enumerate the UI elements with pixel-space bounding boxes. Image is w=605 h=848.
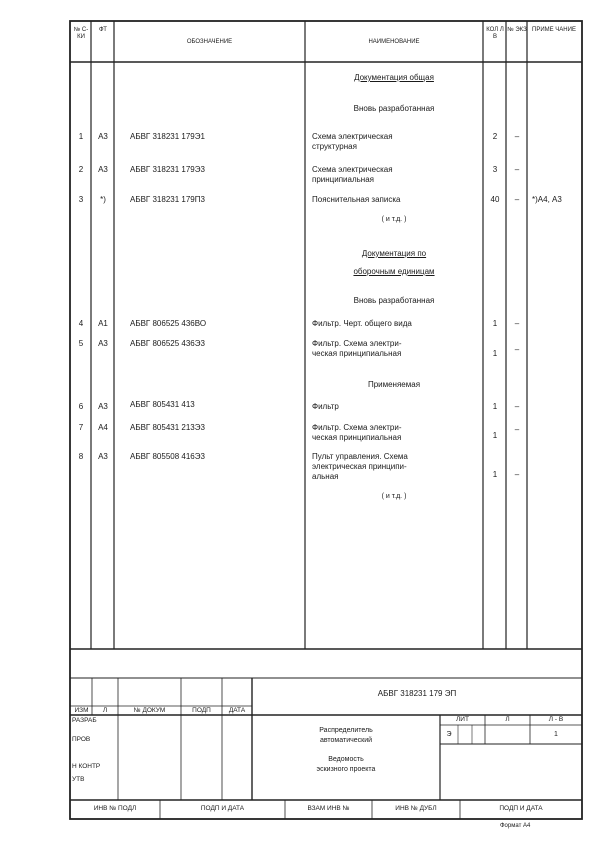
strip-inv-dubl: ИНВ № ДУБЛ [395, 805, 437, 812]
row-designation: АБВГ 806525 436Э3 [130, 339, 205, 348]
doc-code: АБВГ 318231 179 ЭП [377, 689, 457, 698]
stamp-role-appr: УТВ [72, 776, 85, 783]
row-designation: АБВГ 805431 213Э3 [130, 423, 205, 432]
etc-note: ( и т.д. ) [381, 216, 407, 223]
header-qty: КОЛ Л В [486, 27, 504, 40]
row-designation: АБВГ 318231 179П3 [130, 195, 205, 204]
row-designation: АБВГ 806525 436ВО [130, 319, 207, 328]
row-copy: – [514, 195, 520, 204]
format-label: Формат А4 [500, 823, 531, 829]
row-qty: 1 [492, 431, 498, 440]
stamp-role-dev: РАЗРАБ [72, 717, 97, 724]
row-format: *) [100, 195, 106, 204]
stamp-lists-value: 1 [554, 731, 558, 738]
row-format: А4 [98, 423, 108, 432]
stamp-lit-value: Э [446, 731, 452, 738]
etc-note: ( и т.д. ) [381, 493, 407, 500]
header-format: ФТ [99, 27, 107, 33]
row-name: структурная [312, 142, 357, 151]
row-pos: 1 [78, 132, 84, 141]
row-copy: – [514, 165, 520, 174]
header-note: ПРИМЕ ЧАНИЕ [532, 27, 576, 33]
section-heading: Документация общая [354, 73, 434, 82]
stamp-role-check: ПРОВ [72, 736, 91, 743]
stamp-col-sign: ПОДП [192, 707, 211, 714]
row-format: А3 [98, 402, 108, 411]
stamp-lists-label: Л - В [548, 716, 564, 723]
row-qty: 3 [492, 165, 498, 174]
row-copy: – [514, 470, 520, 479]
row-designation: АБВГ 805431 413 [130, 400, 195, 409]
row-pos: 8 [78, 452, 84, 461]
row-format: А1 [98, 319, 108, 328]
row-pos: 3 [78, 195, 84, 204]
section-heading: оборочным единицам [353, 267, 435, 276]
row-pos: 2 [78, 165, 84, 174]
header-pos: № С- КИ [73, 27, 89, 40]
doc-title: автоматический [319, 737, 373, 744]
stamp-role-nkontr: Н КОНТР [72, 763, 101, 770]
row-name: Фильтр. Схема электри- [312, 339, 402, 348]
row-note: *)А4, А3 [532, 195, 562, 204]
row-name: электрическая принципи- [312, 462, 407, 471]
row-qty: 2 [492, 132, 498, 141]
stamp-col-doc: № ДОКУМ [133, 707, 166, 714]
header-copy: № ЭКЗ [507, 27, 527, 33]
row-copy: – [514, 132, 520, 141]
strip-vzam-inv: ВЗАМ ИНВ № [307, 805, 350, 812]
row-name: принципиальная [312, 175, 375, 184]
header-name: НАИМЕНОВАНИЕ [368, 39, 420, 45]
row-name: Фильтр. Черт. общего вида [312, 319, 412, 328]
row-copy: – [514, 425, 520, 434]
row-format: А3 [98, 452, 108, 461]
doc-title: Распределитель [319, 727, 373, 734]
row-designation: АБВГ 318231 179Э3 [130, 165, 205, 174]
row-qty: 1 [492, 319, 498, 328]
row-pos: 5 [78, 339, 84, 348]
row-qty: 1 [492, 470, 498, 479]
row-name: Пульт управления. Схема [312, 452, 408, 461]
row-name: Фильтр [312, 402, 339, 411]
strip-sign-date: ПОДП И ДАТА [200, 805, 245, 812]
doc-title: Ведомость [328, 756, 364, 763]
row-copy: – [514, 319, 520, 328]
row-name: Пояснительная записка [312, 195, 401, 204]
row-copy: – [514, 345, 520, 354]
row-format: А3 [98, 339, 108, 348]
doc-title: эскизного проекта [316, 766, 376, 773]
row-name: Схема электрическая [312, 165, 393, 174]
stamp-col-date: ДАТА [228, 707, 246, 714]
row-name: Фильтр. Схема электри- [312, 423, 402, 432]
row-format: А3 [98, 132, 108, 141]
stamp-col-izm: ИЗМ [74, 707, 89, 714]
row-pos: 6 [78, 402, 84, 411]
stamp-col-l: Л [102, 707, 108, 714]
section-heading: Вновь разработанная [353, 296, 435, 305]
section-heading: Документация по [361, 249, 427, 258]
row-qty: 1 [492, 349, 498, 358]
strip-sign-date: ПОДП И ДАТА [499, 805, 543, 812]
row-qty: 40 [490, 195, 500, 204]
header-designation: ОБОЗНАЧЕНИЕ [186, 39, 233, 45]
section-heading: Применяемая [367, 380, 421, 389]
row-designation: АБВГ 318231 179Э1 [130, 132, 205, 141]
row-pos: 7 [78, 423, 84, 432]
stamp-list-label: Л [505, 716, 510, 723]
row-copy: – [514, 402, 520, 411]
row-pos: 4 [78, 319, 84, 328]
row-designation: АБВГ 805508 416Э3 [130, 452, 205, 461]
section-heading: Вновь разработанная [353, 104, 435, 113]
row-name: Схема электрическая [312, 132, 393, 141]
stamp-lit-label: ЛИТ [456, 716, 469, 723]
row-name: альная [312, 472, 339, 481]
row-name: ческая принципиальная [312, 433, 402, 442]
row-name: ческая принципиальная [312, 349, 402, 358]
row-format: А3 [98, 165, 108, 174]
row-qty: 1 [492, 402, 498, 411]
strip-inv-orig: ИНВ № ПОДЛ [93, 805, 137, 812]
